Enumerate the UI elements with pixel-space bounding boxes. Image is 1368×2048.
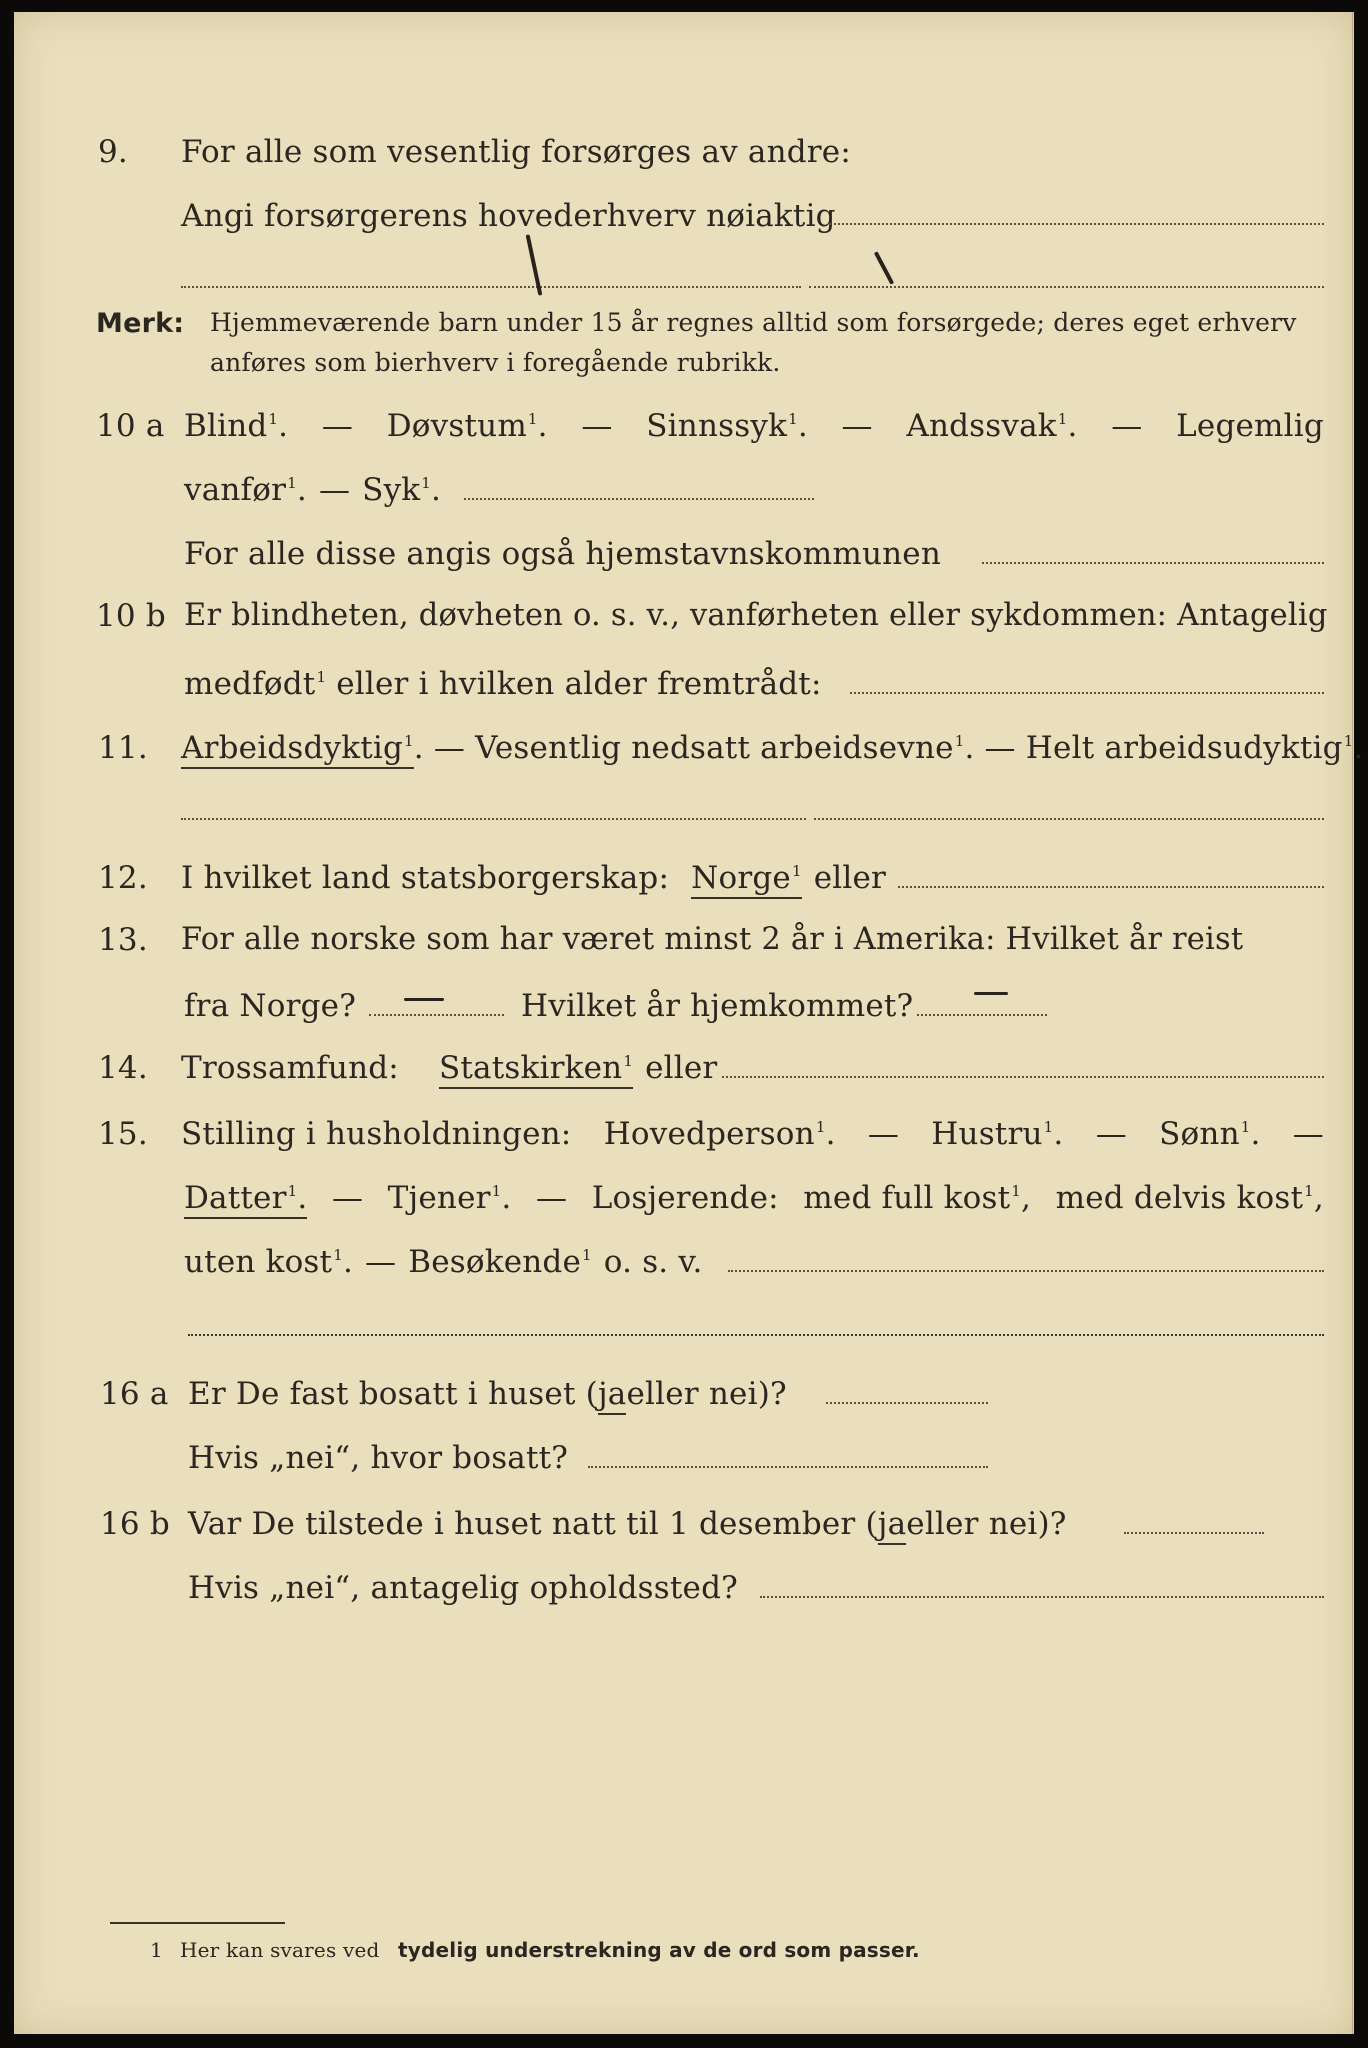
- q15-options-2: Datter$^1$. — Tjener$^1$. — Losjerende: med full kost$^1$, med delvis kost$^1$,: [184, 1180, 1324, 1219]
- q14-line: [14, 1050, 1354, 1110]
- option-hovedperson[interactable]: Hovedperson$^1$.: [603, 1116, 836, 1152]
- footnote-rule: [110, 1922, 285, 1924]
- q16b-line2: [14, 1570, 1354, 1630]
- q13-reist-field[interactable]: [369, 1014, 504, 1016]
- q9-answer-field-3[interactable]: [809, 286, 1324, 288]
- option-udyktig[interactable]: — Helt arbeidsudyktig$^1$.: [984, 730, 1364, 766]
- q10b-text: Er blindheten, døvheten o. s. v., vanførheten eller sykdommen: Antagelig: [184, 598, 1328, 633]
- q16a-bosatt-field[interactable]: [588, 1466, 988, 1468]
- q15-number: 15.: [98, 1116, 148, 1152]
- q16a-line1: [14, 1376, 1354, 1436]
- footnote-text-a: Her kan svares ved: [180, 1938, 380, 1962]
- q10b-line2: [14, 666, 1354, 726]
- q9-answer-field[interactable]: [829, 223, 1324, 225]
- q10b-line2-text: [184, 666, 822, 702]
- option-uten-kost[interactable]: uten kost$^1$.: [184, 1244, 354, 1280]
- option-medfodt[interactable]: medfødt$^1$: [184, 666, 327, 702]
- alder-text: eller i hvilken alder fremtrådt:: [336, 666, 822, 702]
- dash: —: [321, 408, 354, 444]
- dash: —: [841, 408, 873, 444]
- q15-line2: [14, 1180, 1354, 1240]
- q11-field[interactable]: [181, 818, 806, 820]
- option-datter[interactable]: Datter$^1$.: [184, 1180, 307, 1219]
- q15-line3: [14, 1244, 1354, 1304]
- q13-hjemkommet-label: Hvilket år hjemkommet?: [521, 988, 914, 1024]
- q10a-number: 10 a: [96, 408, 165, 444]
- option-statskirken[interactable]: Statskirken$^1$: [439, 1050, 633, 1089]
- pen-dash-mark: [404, 998, 444, 1001]
- q13-line2: [14, 988, 1354, 1048]
- q10b-line1: [14, 598, 1354, 658]
- q10a-line1: [14, 408, 1354, 468]
- q12-field[interactable]: [898, 886, 1324, 888]
- option-dovstum[interactable]: Døvstum$^1$.: [386, 408, 548, 444]
- q10b-field[interactable]: [850, 692, 1324, 694]
- dash: —: [1111, 408, 1143, 444]
- q16b-line1: [14, 1506, 1354, 1566]
- q16a-text: Er De fast bosatt i huset ( ja eller nei)?: [188, 1376, 787, 1415]
- q10a-hjemstavn-text: For alle disse angis også hjemstavnskommunen: [184, 536, 941, 572]
- q16a-bosatt-text: Hvis „nei“, hvor bosatt?: [188, 1440, 569, 1476]
- q15-options-3: uten kost$^1$. — Besøkende$^1$ o. s. v.: [184, 1244, 703, 1280]
- footnote: [14, 1938, 1354, 1970]
- q9-answer-field-2[interactable]: [181, 286, 801, 288]
- q13-text: For alle norske som har været minst 2 år i Amerika: Hvilket år reist: [181, 922, 1244, 957]
- option-ja[interactable]: ja: [598, 1376, 627, 1415]
- q15-field-2[interactable]: [188, 1334, 1324, 1336]
- option-full-kost[interactable]: med full kost$^1$,: [803, 1180, 1032, 1216]
- q11-options: Arbeidsdyktig$^1$ . — Vesentlig nedsatt arbeidsevne$^1$. — Helt arbeidsudyktig$^1$.: [181, 730, 1364, 769]
- option-besokende[interactable]: Besøkende$^1$: [408, 1244, 592, 1280]
- q11-line: [14, 730, 1364, 790]
- q15-options-1: Stilling i husholdningen: Hovedperson$^1$. — Hustru$^1$. — Sønn$^1$. —: [181, 1116, 1324, 1152]
- option-andssvak[interactable]: Andssvak$^1$.: [906, 408, 1078, 444]
- q16b-field[interactable]: [1124, 1532, 1264, 1534]
- q13-number: 13.: [98, 922, 148, 958]
- q9-number: 9.: [98, 134, 128, 170]
- q10a-options: [184, 408, 1324, 444]
- option-vanfor[interactable]: vanfør$^1$.: [184, 472, 307, 508]
- option-sinnssyk[interactable]: Sinnssyk$^1$.: [646, 408, 808, 444]
- option-nedsatt[interactable]: — Vesentlig nedsatt arbeidsevne$^1$.: [433, 730, 985, 766]
- q10a-hjemstavn-field[interactable]: [982, 562, 1324, 564]
- q10a-line2-text: [184, 472, 441, 508]
- footnote-mark: 1: [150, 1938, 163, 1962]
- merk-label: Merk:: [96, 308, 185, 339]
- q14-number: 14.: [98, 1050, 148, 1086]
- q11-number: 11.: [98, 730, 148, 766]
- q9-line1: [14, 134, 1354, 194]
- merk-line1: [14, 308, 1354, 348]
- option-ja-16b[interactable]: ja: [878, 1506, 907, 1545]
- q16a-number: 16 a: [100, 1376, 169, 1412]
- merk-text-2: anføres som bierhverv i foregående rubrikk.: [210, 348, 781, 377]
- q14-text: Trossamfund: Statskirken$^1$ eller: [181, 1050, 717, 1089]
- pen-dash-mark-2: [974, 992, 1008, 995]
- q13-reist-label: fra Norge?: [184, 988, 357, 1024]
- q9-text: For alle som vesentlig forsørges av andre:: [181, 134, 851, 170]
- q9-line2: [14, 198, 1354, 258]
- dash: —: [318, 472, 351, 508]
- q12-number: 12.: [98, 860, 148, 896]
- q13-hjemkommet-field[interactable]: [917, 1014, 1047, 1016]
- option-legemlig[interactable]: Legemlig: [1176, 408, 1324, 444]
- q15-line1: [14, 1116, 1354, 1176]
- option-tjener[interactable]: Tjener$^1$.: [387, 1180, 512, 1216]
- option-syk[interactable]: Syk$^1$.: [362, 472, 442, 508]
- option-sonn[interactable]: Sønn$^1$.: [1159, 1116, 1261, 1152]
- merk-text-1: Hjemmeværende barn under 15 år regnes alltid som forsørgede; deres eget erhverv: [210, 308, 1297, 337]
- dash: —: [581, 408, 613, 444]
- merk-line2: [14, 348, 1354, 388]
- option-norge[interactable]: Norge$^1$: [691, 860, 802, 899]
- q16a-field[interactable]: [826, 1402, 988, 1404]
- q12-text: I hvilket land statsborgerskap: Norge$^1$ eller: [181, 860, 886, 899]
- q10a-syk-field[interactable]: [464, 498, 814, 500]
- option-hustru[interactable]: Hustru$^1$.: [931, 1116, 1064, 1152]
- q16b-opholdssted-field[interactable]: [760, 1596, 1324, 1598]
- q10b-number: 10 b: [96, 598, 166, 634]
- q16b-text: Var De tilstede i huset natt til 1 desember ( ja eller nei)?: [188, 1506, 1067, 1545]
- q15-field[interactable]: [728, 1270, 1324, 1272]
- census-form-page: [14, 12, 1364, 2034]
- q10a-line3: [14, 536, 1354, 596]
- q13-line1: [14, 922, 1354, 982]
- q9-question: Angi forsørgerens hovederhverv nøiaktig: [181, 198, 836, 234]
- q16a-line2: [14, 1440, 1354, 1500]
- option-arbeidsdyktig[interactable]: Arbeidsdyktig$^1$: [181, 730, 414, 769]
- q10a-line2: [14, 472, 1354, 532]
- footnote-text-b: tydelig understrekning av de ord som passer.: [398, 1938, 920, 1962]
- q11-field-2[interactable]: [814, 818, 1324, 820]
- option-delvis-kost[interactable]: med delvis kost$^1$,: [1055, 1180, 1324, 1216]
- q12-line: [14, 860, 1354, 920]
- q16b-number: 16 b: [100, 1506, 170, 1542]
- option-blind[interactable]: Blind$^1$.: [184, 408, 289, 444]
- q14-field[interactable]: [722, 1076, 1324, 1078]
- q16b-opholdssted-text: Hvis „nei“, antagelig opholdssted?: [188, 1570, 738, 1606]
